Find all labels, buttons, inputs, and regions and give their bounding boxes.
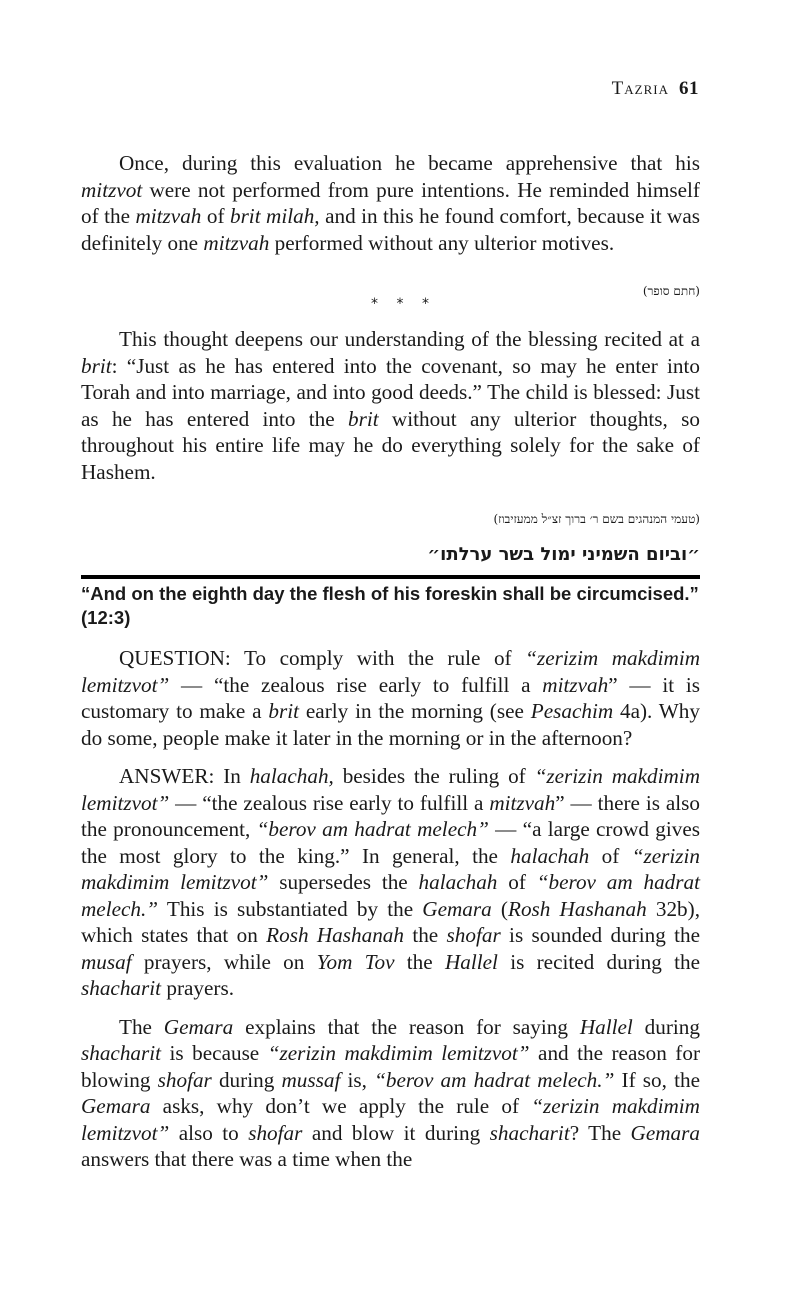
italic-term: Rosh Hashanah <box>266 923 404 947</box>
italic-term: mitzvah <box>203 230 270 255</box>
italic-term: shacharit <box>81 1041 162 1065</box>
italic-term: halachah <box>510 843 590 868</box>
heading-rule <box>81 575 700 579</box>
italic-term: shacharit <box>489 1120 570 1145</box>
italic-term: mitzvah <box>542 672 609 697</box>
running-head-title: Tazria <box>611 78 669 99</box>
italic-term: shacharit <box>81 976 162 1000</box>
italic-term: mitzvah <box>489 790 556 815</box>
italic-term: shofar <box>446 923 501 947</box>
italic-term: Gemara <box>81 1094 151 1118</box>
paragraph-block-2 <box>81 326 700 485</box>
paragraph: Once, during this evaluation he became apprehensive that his mitzvot were not performed from pure intentions. He reminded himself of the mitzvah of brit milah, and in this he found comfort, because it was definitely one mitzvah performed without any ulterior motives. <box>81 151 700 255</box>
italic-term: brit <box>347 406 379 431</box>
question-paragraph: QUESTION: To comply with the rule of “zerizim makdimim lemitzvot” — “the zealous rise early to fulfill a mitzvah” — it is customary to make a brit early in the morning (see Pesachim 4a). Why do some, people make it later in the morning or in the afternoon? <box>81 646 701 750</box>
running-head <box>612 78 699 100</box>
verse-translation: “And on the eighth day the flesh of his foreskin shall be circumcised.” (12:3) <box>81 583 699 628</box>
italic-term: halachah <box>418 870 498 894</box>
italic-term: Gemara <box>163 1014 234 1039</box>
italic-term: “zerizim makdimim lemitzvot” <box>81 646 701 697</box>
answer-paragraph: ANSWER: In halachah, besides the ruling of “zerizin makdimim lemitzvot” — “the zealous rise early to fulfill a mitzvah” — there is also the pronouncement, “berov am hadrat melech” — “a large crowd gives the most glory to the king.” In general, the halachah of “zerizin makdimim lemitzvot” supersedes the halachah of “berov am hadrat melech.” This is substantiated by the Gemara (Rosh Hashanah 32b), which states that on Rosh Hashanah the shofar is sounded during the musaf prayers, while on Yom Tov the Hallel is recited during the shacharit prayers. <box>81 764 701 1000</box>
italic-term: musaf <box>81 949 132 974</box>
italic-term: mitzvah <box>135 204 202 228</box>
hebrew-verse-heading: ״וביום השמיני ימול בשר ערלתו״ <box>427 544 700 565</box>
italic-term: brit <box>81 353 112 378</box>
italic-term: shofar <box>157 1067 212 1092</box>
italic-term: mitzvot <box>81 177 143 202</box>
gemara-paragraph: The Gemara explains that the reason for saying Hallel during shacharit is because “zerizin makdimim lemitzvot” and the reason for blowing shofar during mussaf is, “berov am hadrat melech.” If so, the Gemara asks, why don’t we apply the rule of “zerizin makdimim lemitzvot” also to shofar and blow it during shacharit? The Gemara answers that there was a time when the <box>81 1014 701 1171</box>
source-citation-2: (טעמי המנהגים בשם ר׳ ברוך זצ״ל ממעזיבוז) <box>493 512 700 526</box>
italic-term: “zerizin makdimim lemitzvot” <box>81 1094 700 1145</box>
italic-term: mussaf <box>281 1067 341 1092</box>
paragraph: This thought deepens our understanding of the blessing recited at a brit: “Just as he has entered into the covenant, so may he enter into Torah and into marriage, and into good deeds.” The child is blessed: Just as he has entered into the brit without any ulterior thoughts, so throughout his entire life may he do everything solely for the sake of Hashem. <box>81 327 701 484</box>
italic-term: “zerizin makdimim lemitzvot” <box>81 843 700 894</box>
italic-term: “berov am hadrat melech.” <box>81 870 700 921</box>
italic-term: Gemara <box>630 1120 700 1145</box>
italic-term: shofar <box>248 1120 303 1145</box>
source-citation-1: (חתם סופר) <box>642 284 700 298</box>
italic-term: Rosh Hashanah <box>508 896 647 921</box>
italic-term: Pesachim <box>530 699 614 723</box>
italic-term: Gemara <box>422 896 492 921</box>
italic-term: halachah, <box>249 764 334 788</box>
section-divider: * * * <box>371 296 429 312</box>
page-number: 61 <box>679 78 699 99</box>
italic-term: “zerizin makdimim lemitzvot” <box>267 1041 530 1065</box>
italic-term: “berov am hadrat melech.” <box>374 1067 615 1092</box>
paragraph-block-1 <box>81 150 700 256</box>
italic-term: “zerizin makdimim lemitzvot” <box>81 764 700 815</box>
italic-term: brit <box>268 699 300 723</box>
italic-term: brit milah, <box>229 204 320 228</box>
italic-term: “berov am hadrat melech” <box>256 817 489 841</box>
italic-term: Yom Tov <box>316 949 395 974</box>
italic-term: Hallel <box>579 1014 633 1039</box>
italic-term: Hallel <box>444 949 498 974</box>
paragraph-block-3 <box>81 645 700 1173</box>
